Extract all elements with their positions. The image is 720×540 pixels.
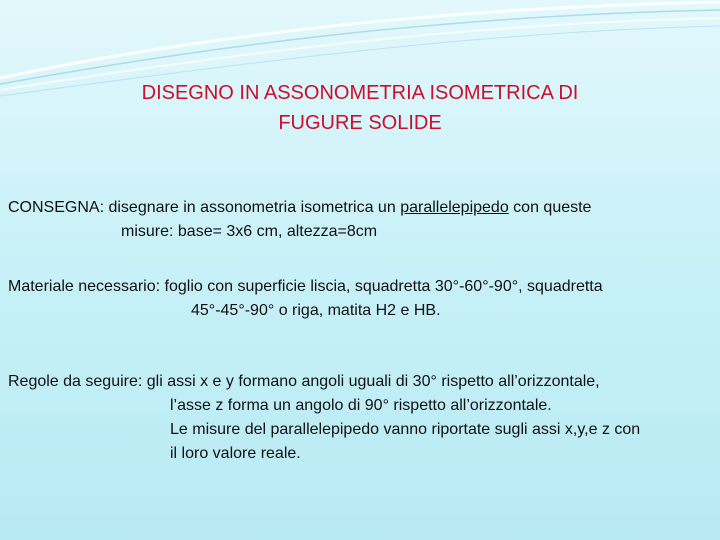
regole-line-3: Le misure del parallelepipedo vanno riportate sugli assi x,y,e z con bbox=[170, 421, 641, 438]
consegna-label: CONSEGNA: bbox=[8, 199, 105, 216]
consegna-underlined-word: parallelepipedo bbox=[400, 199, 509, 216]
materiale-line-2: 45°-45°-90° o riga, matita H2 e HB. bbox=[191, 302, 441, 319]
consegna-text: disegnare in assonometria isometrica un bbox=[108, 199, 396, 216]
title-line-2: FUGURE SOLIDE bbox=[278, 112, 442, 134]
consegna-paragraph bbox=[8, 196, 708, 244]
materiale-paragraph bbox=[8, 275, 708, 323]
regole-line-4: il loro valore reale. bbox=[170, 445, 301, 462]
regole-line-2: l’asse z forma un angolo di 90° rispetto all’orizzontale. bbox=[170, 397, 552, 414]
page-title bbox=[60, 78, 660, 138]
regole-line-1: Regole da seguire: gli assi x e y formano angoli uguali di 30° rispetto all’orizzontale, bbox=[8, 373, 600, 390]
materiale-line-1: Materiale necessario: foglio con superficie liscia, squadretta 30°-60°-90°, squadretta bbox=[8, 278, 603, 295]
consegna-line-2: misure: base= 3x6 cm, altezza=8cm bbox=[121, 223, 378, 240]
consegna-line-1 bbox=[8, 196, 708, 220]
title-line-1: DISEGNO IN ASSONOMETRIA ISOMETRICA DI bbox=[141, 82, 579, 104]
consegna-text-after: con queste bbox=[513, 199, 592, 216]
regole-paragraph bbox=[8, 370, 708, 466]
